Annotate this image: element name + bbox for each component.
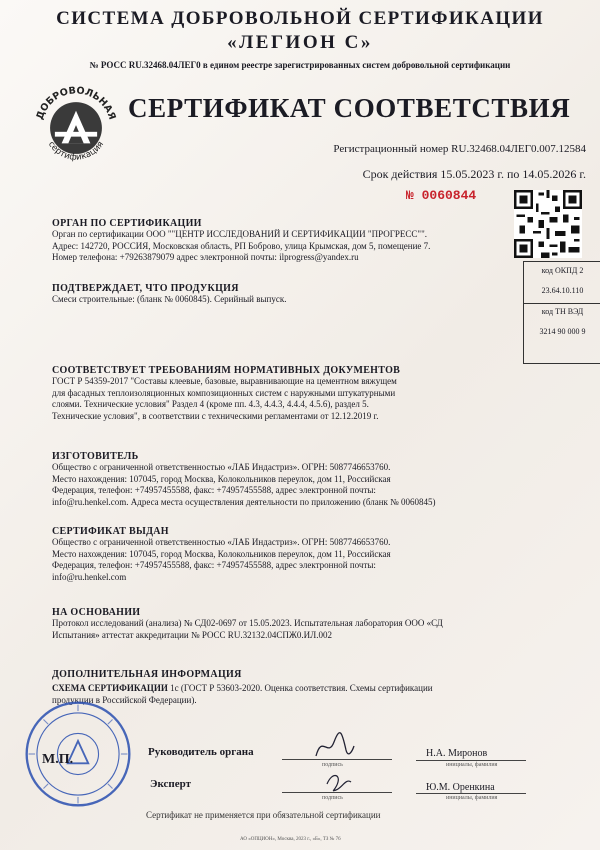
qr-code[interactable]: [514, 190, 582, 258]
expert-name-line: [416, 793, 526, 794]
organ-line: Номер телефона: +79263879079 адрес электронной почты: ilprogress@yandex.ru: [52, 252, 359, 263]
scheme-text: 1с (ГОСТ Р 53603-2020. Оценка соответствия. Схемы сертификации: [167, 683, 433, 694]
basis-line: Протокол исследований (анализа) № СД02-0697 от 15.05.2023. Испытательная лаборатория ООО «СД: [52, 618, 443, 629]
mp-mark: М.П.: [42, 752, 74, 767]
validity-period: Срок действия 15.05.2023 г. по 14.05.2026 г.: [362, 167, 586, 181]
scheme-line: [52, 683, 522, 694]
printer-imprint: АО «ОПЦИОН», Москва, 2023 г., «Б», ТЗ № 76: [240, 837, 341, 842]
expert-name: Ю.М. Оренкина: [426, 782, 495, 793]
scheme-line-2: продукции в Российской Федерации).: [52, 694, 197, 705]
issued-line: Общество с ограниченной ответственностью «ЛАБ Индастриз». ОГРН: 5087746653760.: [52, 537, 391, 548]
head-name-line: [416, 760, 526, 761]
product-section: [52, 283, 522, 306]
head-name-caption: инициалы, фамилия: [446, 762, 498, 768]
codes-box: [523, 261, 600, 364]
basis-line: Испытания» аттестат аккредитации № РОСС RU.32132.04СПЖ0.ИЛ.002: [52, 629, 332, 640]
organ-heading: ОРГАН ПО СЕРТИФИКАЦИИ: [52, 218, 202, 229]
expert-label: Эксперт: [150, 778, 192, 790]
system-title: СИСТЕМА ДОБРОВОЛЬНОЙ СЕРТИФИКАЦИИ: [56, 8, 544, 29]
head-name: Н.А. Миронов: [426, 748, 488, 759]
tnved-label: код ТН ВЭД: [524, 303, 600, 316]
registry-line: № РОСС RU.32468.04ЛЕГ0 в едином реестре зарегистрированных систем добровольной сертификации: [89, 60, 511, 70]
organ-section: [52, 218, 522, 264]
issued-heading: СЕРТИФИКАТ ВЫДАН: [52, 526, 169, 537]
basis-section: [52, 607, 532, 641]
expert-signature-caption: подпись: [322, 795, 343, 801]
requirements-line: ГОСТ Р 54359-2017 "Составы клеевые, базовые, выравнивающие на цементном вяжущем: [52, 376, 397, 387]
issued-line: Федерация, телефон: +74957455588, факс: +74957455588, адрес электронной почты:: [52, 560, 376, 571]
issued-line: Место нахождения: 107045, город Москва, Колокольников переулок, дом 11, Российская: [52, 548, 391, 559]
additional-heading: ДОПОЛНИТЕЛЬНАЯ ИНФОРМАЦИЯ: [52, 669, 242, 680]
basis-heading: НА ОСНОВАНИИ: [52, 607, 141, 618]
expert-name-caption: инициалы, фамилия: [446, 795, 498, 801]
manufacturer-line: Федерация, телефон: +74957455588, факс: +74957455588, адрес электронной почты:: [52, 485, 376, 496]
organ-line: Адрес: 142720, РОССИЯ, Московская область, РП Боброво, улица Крымская, дом 5, помещение 7.: [52, 240, 431, 251]
requirements-section: [52, 365, 522, 422]
manufacturer-heading: ИЗГОТОВИТЕЛЬ: [52, 451, 139, 462]
head-signature-caption: подпись: [322, 762, 343, 768]
footer-note: Сертификат не применяется при обязательной сертификации: [146, 810, 381, 820]
blank-number: № 0060844: [406, 188, 477, 203]
requirements-line: для фасадных теплоизоляционных композиционных систем с наружными штукатурными: [52, 387, 396, 398]
manufacturer-section: [52, 451, 532, 508]
organ-line: Орган по сертификации ООО ""ЦЕНТР ИССЛЕДОВАНИЙ И СЕРТИФИКАЦИИ "ПРОГРЕСС"".: [52, 229, 427, 240]
okpd-value: 23.64.10.110: [541, 286, 584, 295]
certificate-title: СЕРТИФИКАТ СООТВЕТСТВИЯ: [128, 93, 571, 123]
product-line: Смеси строительные: (бланк № 0060845). Серийный выпуск.: [52, 294, 287, 305]
product-heading: ПОДТВЕРЖДАЕТ, ЧТО ПРОДУКЦИЯ: [52, 283, 239, 294]
manufacturer-line: Место нахождения: 107045, город Москва, Колокольников переулок, дом 11, Российская: [52, 473, 391, 484]
system-name: «ЛЕГИОН С»: [227, 32, 373, 53]
head-label: Руководитель органа: [148, 746, 254, 758]
okpd-label: код ОКПД 2: [541, 266, 584, 275]
requirements-heading: СООТВЕТСТВУЕТ ТРЕБОВАНИЯМ НОРМАТИВНЫХ ДОКУМЕНТОВ: [52, 365, 401, 376]
scheme-label: СХЕМА СЕРТИФИКАЦИИ: [52, 683, 168, 694]
requirements-line: слоями. Технические условия" Раздел 4 (кроме пп. 4.3, 4.4.3, 4.4.4, 4.5.6), раздел 5.: [52, 399, 369, 410]
expert-signature: [324, 770, 354, 794]
head-signature: [312, 728, 356, 762]
issued-section: [52, 526, 522, 583]
registration-number: Регистрационный номер RU.32468.04ЛЕГ0.007.12584: [333, 143, 586, 155]
requirements-line: Технические условия", в соответствии с техническими регламентами от 12.12.2019 г.: [52, 410, 379, 421]
logo-text-top: ДОБРОВОЛЬНАЯ: [34, 85, 118, 122]
manufacturer-line: info@ru.henkel.com. Адреса места осуществления деятельности по приложению (бланк № 0060845): [52, 496, 436, 507]
logo-text-bottom: сертификация: [45, 139, 107, 163]
blue-stamp: [22, 698, 134, 810]
tnved-value: 3214 90 000 9: [539, 327, 586, 336]
certification-logo: [28, 80, 124, 176]
manufacturer-line: Общество с ограниченной ответственностью «ЛАБ Индастриз». ОГРН: 5087746653760.: [52, 462, 391, 473]
issued-line: info@ru.henkel.com: [52, 571, 127, 582]
